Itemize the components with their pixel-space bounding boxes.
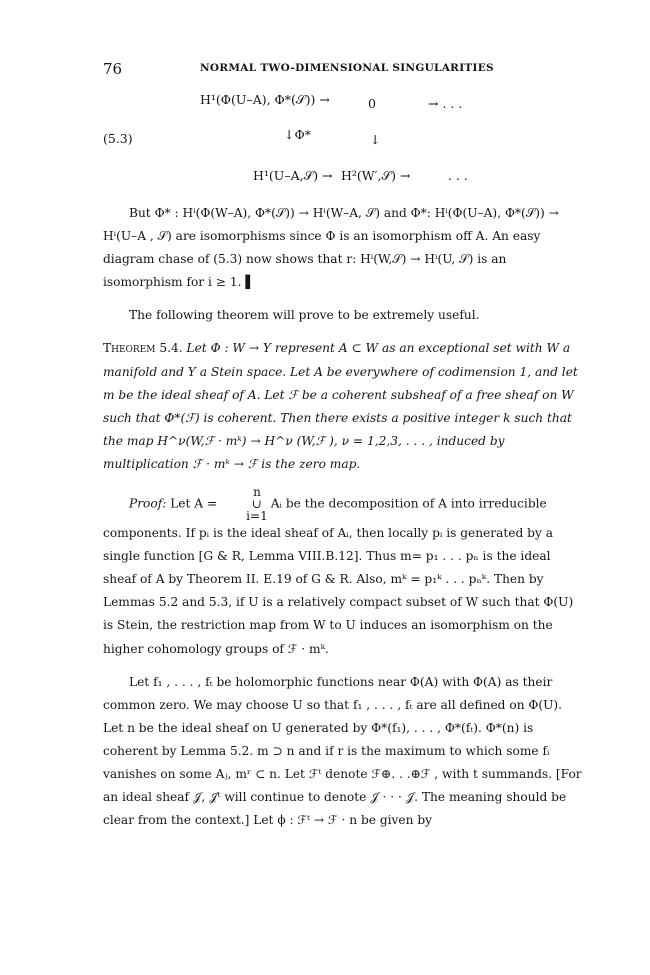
page-header (103, 60, 590, 80)
union-lower-limit: i=1 (246, 509, 268, 524)
diagram-top-mid: 0 (368, 96, 376, 111)
commutative-diagram-5-3 (103, 92, 563, 202)
union-operator (220, 486, 268, 522)
proof-text: Aᵢ be the decomposition of A into irreducible components. If pᵢ is the ideal sheaf of Aᵢ, then locally pᵢ is generated by a single function [G & R, Lemma VIII.B.12]. Thus m= p₁ . . . pₙ is the ideal sheaf of A by Theorem II. E.19 of G & R. Also, mᵏ = p₁ᵏ . . . pₙᵏ. Then by Lemmas 5.2 and 5.3, if U is a relatively compact subset of W such that Φ(U) is Stein, the restriction map from W to U induces an isomorphism on the higher cohomology groups of ℱ · mᵏ. (103, 496, 574, 656)
running-head: NORMAL TWO-DIMENSIONAL SINGULARITIES (200, 62, 494, 74)
theorem-5-4 (103, 337, 583, 476)
proof-paragraph (103, 486, 583, 661)
paragraph-isomorphism: But Φ* : Hⁱ(Φ(W–A), Φ*(𝒮)) → Hⁱ(W–A, 𝒮) and Φ*: Hⁱ(Φ(U–A), Φ*(𝒮)) → Hⁱ(U–A , 𝒮) are isomorphisms since Φ is an isomorphism off A. An easy diagram chase of (5.3) now shows that r: Hⁱ(W,𝒮) → Hⁱ(U, 𝒮) is an isomorphism for i ≥ 1. ▌ (103, 206, 559, 290)
diagram-bottom-mid: H²(W′,𝒮) → (341, 168, 411, 183)
paragraph-intro-theorem: The following theorem will prove to be extremely useful. (129, 308, 480, 323)
body-text (103, 202, 583, 832)
theorem-statement: Let Φ : W → Y represent A ⊂ W as an exceptional set with W a manifold and Y a Stein space. Let A be everywhere of codimension 1, and let m be the ideal sheaf of A. Let ℱ be a coherent subsheaf of a free sheaf on W such that Φ*(ℱ) is coherent. Then there exists a positive integer k such that the map H^ν(W,ℱ · mᵏ) → H^ν (W,ℱ ), ν = 1,2,3, . . . , induced by multiplication ℱ · mᵏ → ℱ is the zero map. (103, 341, 578, 471)
proof-label: Proof: (129, 496, 167, 511)
diagram-top-right: → . . . (428, 96, 463, 111)
diagram-bottom-left: H¹(U–A,𝒮) → (253, 168, 333, 183)
page-number: 76 (103, 60, 123, 78)
diagram-top-left: H¹(Φ(U–A), Φ*(𝒮)) → (200, 92, 330, 107)
equation-label: (5.3) (103, 131, 133, 146)
theorem-label: Theorem 5.4. (103, 341, 183, 356)
diagram-arrow-left: ↓Φ* (284, 127, 311, 142)
proof-text-start: Let A = (170, 496, 218, 511)
union-symbol: ∪ (251, 497, 262, 512)
union-upper-limit: n (253, 485, 261, 500)
diagram-bottom-right: . . . (448, 168, 468, 183)
paragraph-holomorphic-functions: Let f₁ , . . . , fₜ be holomorphic functions near Φ(A) with Φ(A) as their common zero. We may choose U so that f₁ , . . . , fₜ are all defined on Φ(U). Let n be the ideal sheaf on U generated by Φ*(f₁), . . . , Φ*(fₜ). Φ*(n) is coherent by Lemma 5.2. m ⊃ n and if r is the maximum to which some fᵢ vanishes on some Aⱼ, mʳ ⊂ n. Let ℱᵗ denote ℱ⊕. . .⊕ℱ , with t summands. [For an ideal sheaf 𝒥, 𝒥ᵗ will continue to denote 𝒥 · · · 𝒥. The meaning should be clear from the context.] Let ϕ : ℱᵗ → ℱ · n be given by (103, 674, 582, 828)
diagram-arrow-mid: ↓ (370, 132, 381, 147)
